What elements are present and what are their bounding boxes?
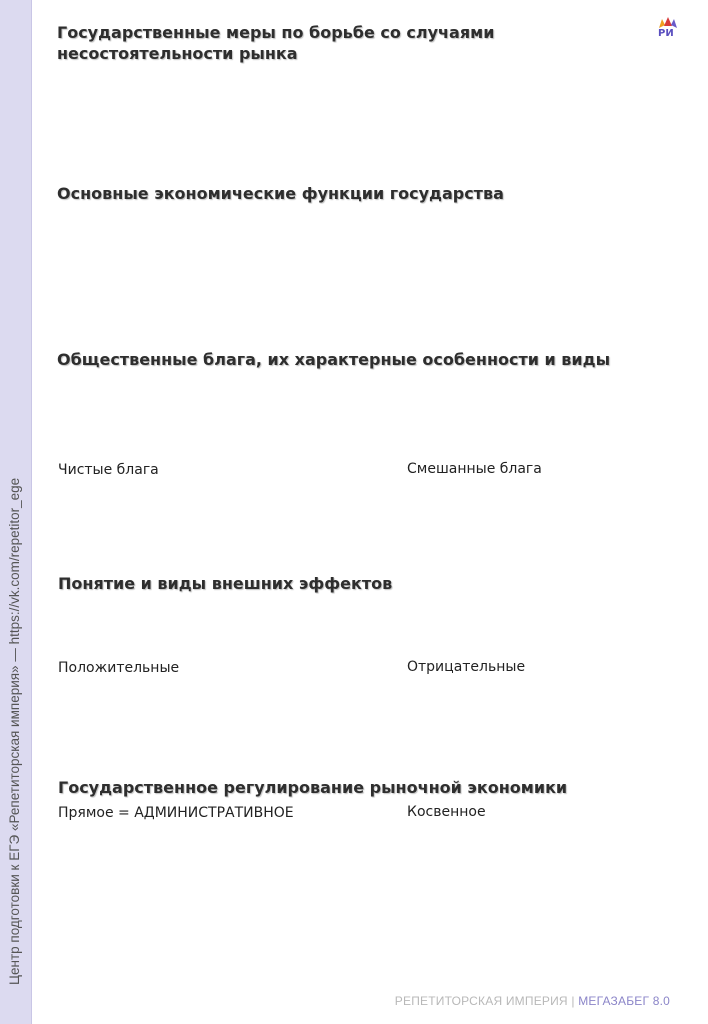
regulation-indirect: Косвенное [407,804,486,820]
footer [395,994,670,1008]
page-title [57,22,494,64]
section-heading-regulation: Государственное регулирование рыночной экономики [58,778,568,797]
externalities-negative: Отрицательные [407,659,526,675]
brand-logo-icon [656,16,680,44]
footer-event: МЕГАЗАБЕГ 8.0 [578,994,670,1008]
externalities-positive: Положительные [58,660,180,676]
page-title-line-1: Государственные меры по борьбе со случаями [57,23,495,42]
footer-separator: | [567,994,579,1008]
section-heading-functions: Основные экономические функции государства [57,184,504,203]
regulation-direct: Прямое = АДМИНИСТРАТИВНОЕ [58,805,294,821]
public-goods-mixed: Смешанные блага [407,461,542,477]
section-heading-public-goods: Общественные блага, их характерные особенности и виды [57,350,611,369]
public-goods-pure: Чистые блага [58,462,159,478]
page-title-line-2: несостоятельности рынка [57,44,298,63]
section-heading-externalities: Понятие и виды внешних эффектов [58,574,393,593]
footer-brand: РЕПЕТИТОРСКАЯ ИМПЕРИЯ [394,994,568,1008]
logo-letters: РИ [658,28,674,39]
sidebar-strip [0,0,32,1024]
sidebar-caption: Центр подготовки к ЕГЭ «Репетиторская империя» — https://vk.com/repetitor_ege [7,477,22,985]
